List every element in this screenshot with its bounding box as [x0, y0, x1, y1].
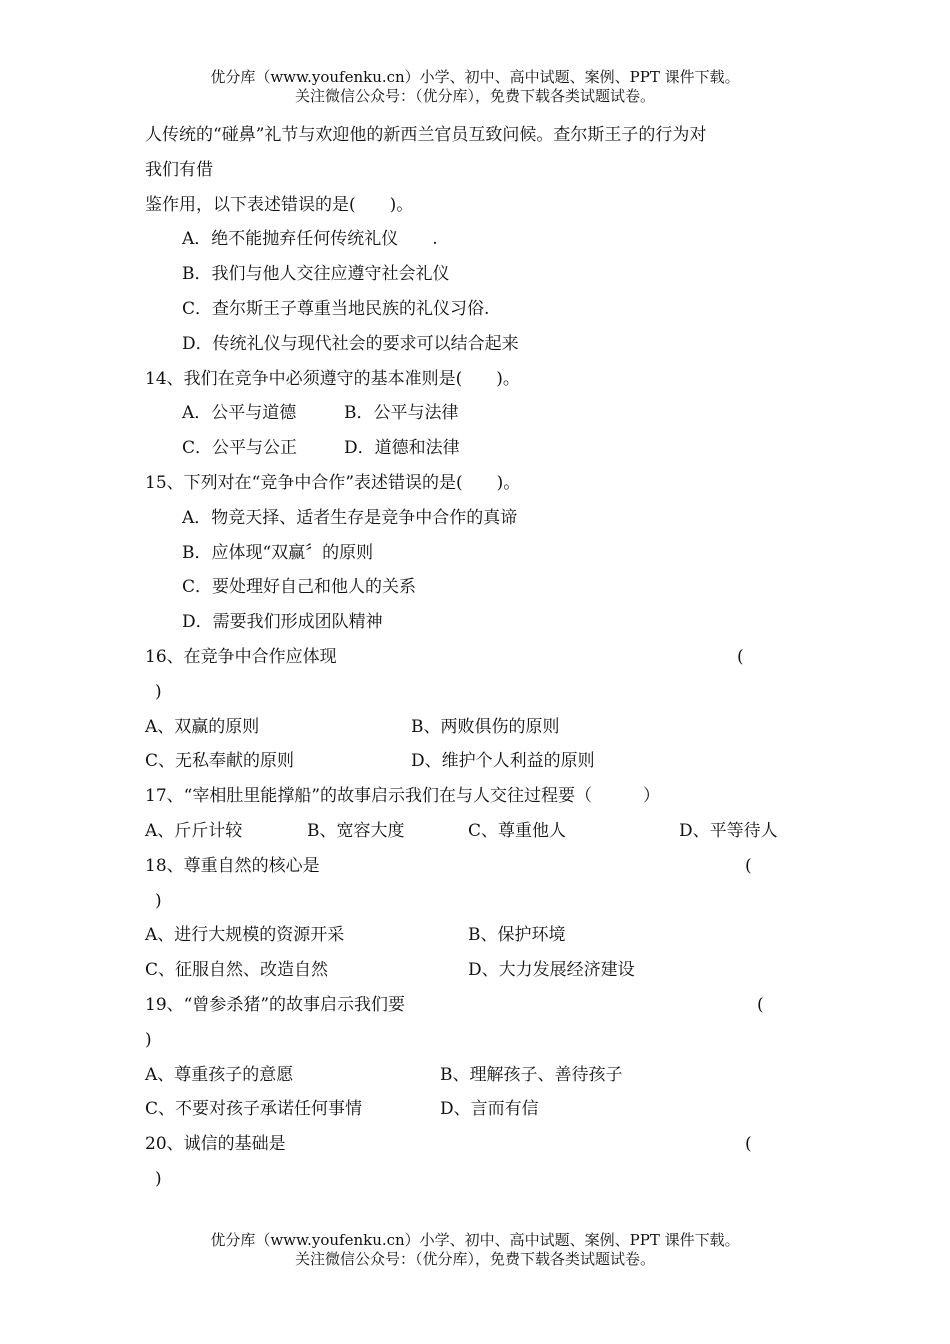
q17-option-a: A、斤斤计较: [145, 820, 243, 841]
q16-option-a: A、双赢的原则: [145, 716, 260, 737]
q16-options-row-1: [145, 710, 805, 745]
q18-options-row-2: [145, 953, 805, 988]
q17-option-d: D、平等待人: [679, 820, 778, 841]
q15-option-a: A．物竞天择、适者生存是竞争中合作的真谛: [182, 507, 518, 528]
q18-answer-paren-open: (: [745, 855, 752, 876]
page-footer: [0, 1231, 950, 1269]
q13-option-b: B．我们与他人交往应遵守社会礼仪: [182, 264, 450, 285]
q19-option-b: B、理解孩子、善待孩子: [440, 1064, 623, 1085]
q18-option-b: B、保护环境: [468, 925, 566, 946]
q14-options-row-2: [145, 431, 805, 466]
q16-stem-row: [145, 640, 805, 675]
q19-options-row-2: [145, 1092, 805, 1127]
q13-option-d: D．传统礼仪与现代社会的要求可以结合起来: [182, 333, 519, 354]
header-line-1: 优分库（www.youfenku.cn）小学、初中、高中试题、案例、PPT 课件下载。: [210, 68, 740, 86]
q18-stem: 18、尊重自然的核心是: [145, 855, 320, 876]
q16-options-row-2: [145, 744, 805, 779]
q20-answer-paren-close: ): [155, 1168, 162, 1189]
q19-stem-row: [145, 988, 805, 1023]
q13-option-c: C．查尔斯王子尊重当地民族的礼仪习俗.: [182, 298, 490, 319]
q13-continuation-3: 鉴作用，以下表述错误的是( )。: [145, 194, 414, 215]
q18-option-d: D、大力发展经济建设: [468, 960, 635, 981]
q20-stem: 20、诚信的基础是: [145, 1134, 286, 1155]
footer-line-1: 优分库（www.youfenku.cn）小学、初中、高中试题、案例、PPT 课件下载。: [210, 1231, 740, 1249]
q18-options-row-1: [145, 918, 805, 953]
q18-answer-paren-close: ): [155, 890, 162, 911]
q14-options-row-1: [145, 396, 805, 431]
q19-option-a: A、尊重孩子的意愿: [145, 1064, 294, 1085]
q13-option-a: A．绝不能抛弃任何传统礼仪 .: [182, 229, 438, 250]
q16-stem: 16、在竞争中合作应体现: [145, 646, 337, 667]
q19-options-row-1: [145, 1058, 805, 1093]
q16-option-d: D、维护个人利益的原则: [411, 751, 595, 772]
q19-answer-paren-open: (: [757, 994, 764, 1015]
q15-option-c: C．要处理好自己和他人的关系: [182, 577, 417, 598]
q19-answer-paren-close: ): [145, 1029, 152, 1050]
q14-option-c: C．公平与公正: [182, 438, 298, 459]
q19-option-c: C、不要对孩子承诺任何事情: [145, 1099, 363, 1120]
q14-stem: 14、我们在竞争中必须遵守的基本准则是( )。: [145, 368, 520, 389]
q16-option-b: B、两败俱伤的原则: [411, 716, 560, 737]
q17-option-c: C、尊重他人: [468, 820, 567, 841]
q15-option-d: D．需要我们形成团队精神: [182, 612, 383, 633]
q19-option-d: D、言而有信: [440, 1099, 539, 1120]
footer-line-2: 关注微信公众号：（优分库），免费下载各类试题试卷。: [294, 1250, 655, 1268]
q17-stem: 17、“宰相肚里能撑船”的故事启示我们在与人交往过程要（ ）: [145, 786, 661, 807]
question-list: [145, 118, 805, 1197]
q13-continuation-1: 人传统的“碰鼻”礼节与欢迎他的新西兰官员互致问候。查尔斯王子的行为对: [145, 125, 707, 145]
q20-answer-paren-open: (: [745, 1134, 752, 1155]
q17-options-row: [145, 814, 805, 849]
q14-option-b: B．公平与法律: [344, 403, 459, 424]
q15-stem: 15、下列对在“竞争中合作”表述错误的是( )。: [145, 472, 521, 493]
q18-stem-row: [145, 849, 805, 884]
q16-answer-paren-close: ): [155, 681, 162, 702]
q13-continuation-2: 我们有借: [145, 159, 213, 180]
q15-option-b: B．应体现“双赢〞的原则: [182, 542, 374, 563]
q14-option-a: A．公平与道德: [182, 403, 297, 424]
q16-option-c: C、无私奉献的原则: [145, 751, 295, 772]
q18-option-a: A、进行大规模的资源开采: [145, 925, 345, 946]
q17-option-b: B、宽容大度: [307, 820, 405, 841]
q16-answer-paren-open: (: [737, 646, 744, 667]
q19-stem: 19、“曾参杀猪”的故事启示我们要: [145, 994, 406, 1015]
header-line-2: 关注微信公众号：（优分库），免费下载各类试题试卷。: [294, 87, 655, 105]
q20-stem-row: [145, 1127, 805, 1162]
q18-option-c: C、征服自然、改造自然: [145, 960, 329, 981]
q14-option-d: D．道德和法律: [344, 438, 460, 459]
page-header: [0, 68, 950, 106]
